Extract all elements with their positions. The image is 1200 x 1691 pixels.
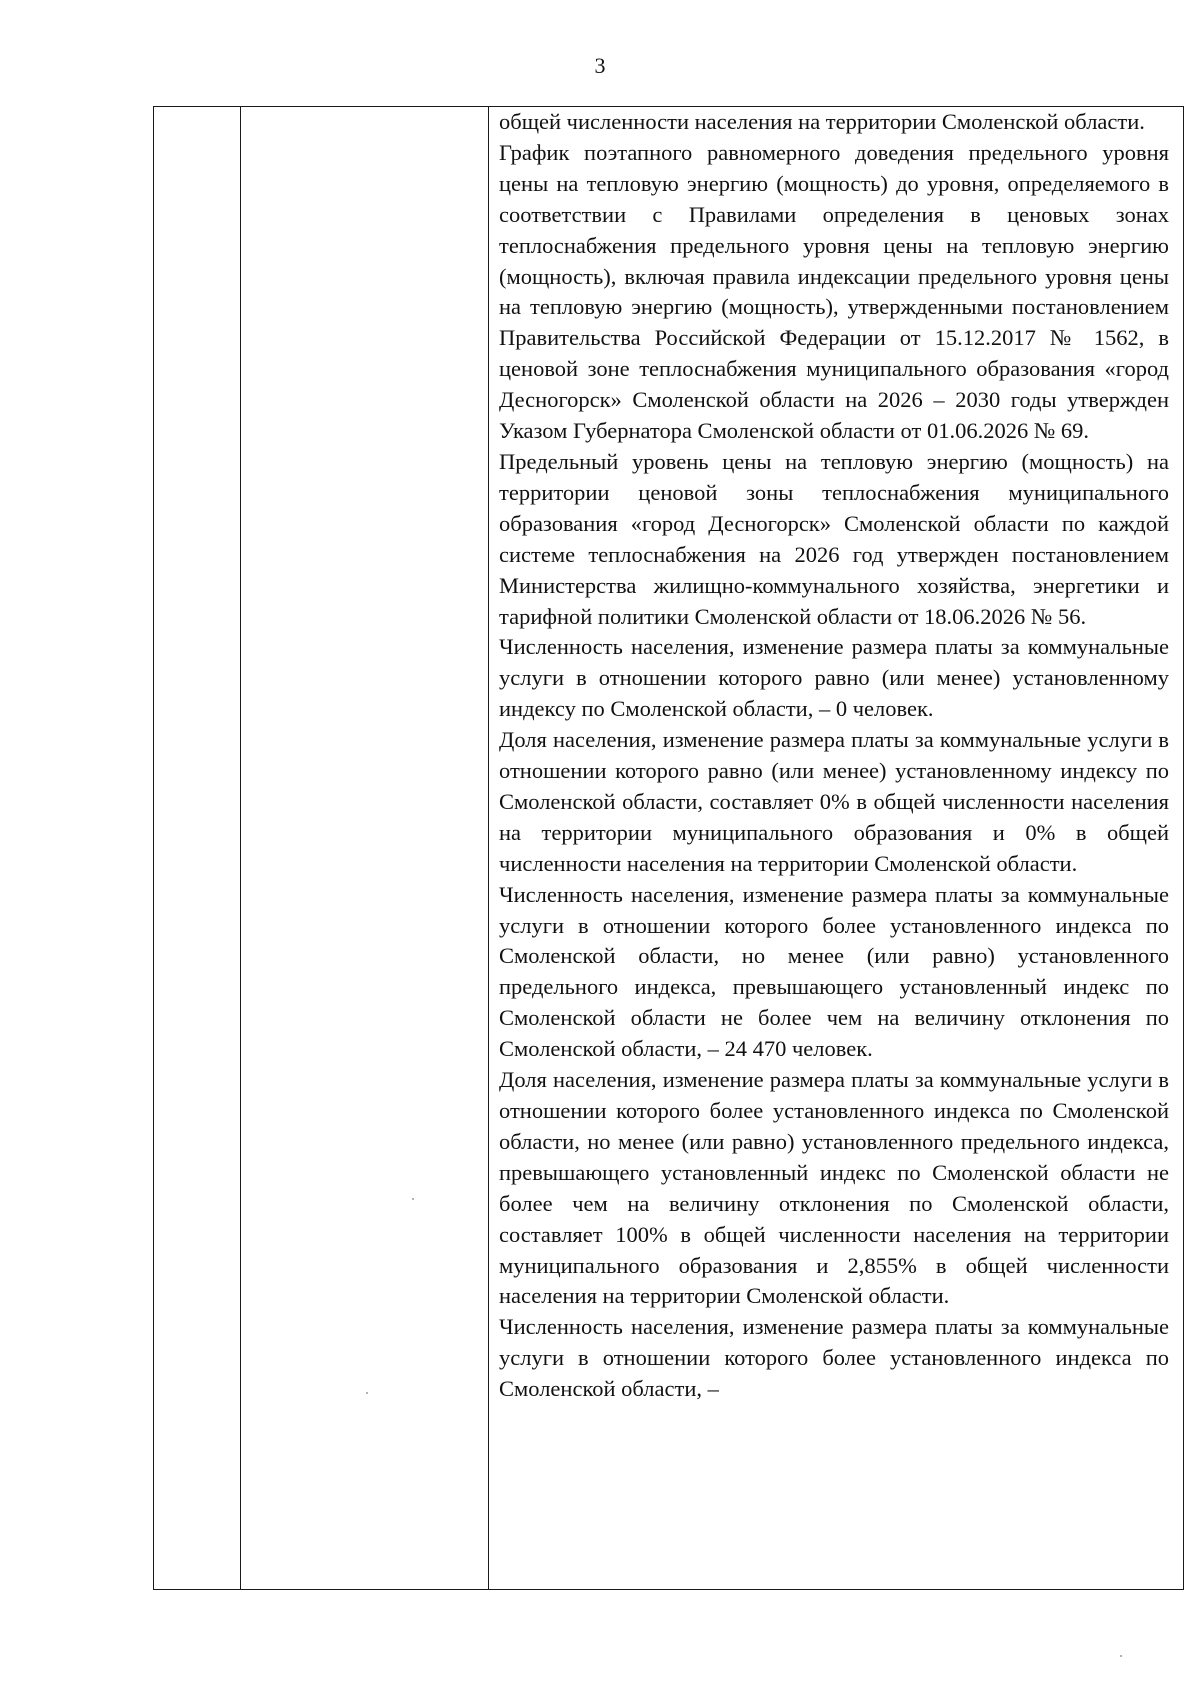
- page-number: 3: [594, 53, 606, 78]
- scan-speck: [412, 1198, 414, 1200]
- table-column-divider: [488, 107, 489, 1589]
- paragraph: График поэтапного равномерного доведения предельного уровня цены на тепловую энергию (мощность) до уровня, определяемого в соответствии с Правилами определения в ценовых зонах теплоснабжения предельного уровня цены на тепловую энергию (мощность), включая правила индексации предельного уровня цены на тепловую энергию (мощность), утвержденными постановлением Правительства Российской Федерации от 15.12.2017 № 1562, в ценовой зоне теплоснабжения муниципального образования «город Десногорск» Смоленской области на 2026 – 2030 годы утвержден Указом Губернатора Смоленской области от 01.06.2026 № 69.: [499, 139, 1169, 444]
- scan-speck: [366, 1392, 368, 1394]
- paragraph: Доля населения, изменение размера платы за коммунальные услуги в отношении которого более установленного индекса по Смоленской области, но менее (или равно) установленного предельного индекса, превышающего установленный индекс по Смоленской области не более чем на величину отклонения по Смоленской области, составляет 100% в общей численности населения на территории муниципального образования и 2,855% в общей численности населения на территории Смоленской области.: [499, 1067, 1169, 1309]
- paragraph: общей численности населения на территории Смоленской области.: [499, 109, 1145, 134]
- table-cell-text: [499, 107, 1169, 1405]
- paragraph: Численность населения, изменение размера платы за коммунальные услуги в отношении которого более установленного индекса по Смоленской области, но менее (или равно) установленного предельного индекса, превышающего установленный индекс по Смоленской области не более чем на величину отклонения по Смоленской области, – 24 470 человек.: [499, 881, 1169, 1062]
- paragraph: Численность населения, изменение размера платы за коммунальные услуги в отношении которого равно (или менее) установленному индексу по Смоленской области, – 0 человек.: [499, 634, 1169, 722]
- scan-speck: [1120, 1655, 1122, 1657]
- document-table: [153, 106, 1184, 1590]
- paragraph: Предельный уровень цены на тепловую энергию (мощность) на территории ценовой зоны теплоснабжения муниципального образования «город Десногорск» Смоленской области по каждой системе теплоснабжения на 2026 год утвержден постановлением Министерства жилищно-коммунального хозяйства, энергетики и тарифной политики Смоленской области от 18.06.2026 № 56.: [499, 448, 1169, 629]
- paragraph: Доля населения, изменение размера платы за коммунальные услуги в отношении которого равно (или менее) установленному индексу по Смоленской области, составляет 0% в общей численности населения на территории муниципального образования и 0% в общей численности населения на территории Смоленской области.: [499, 727, 1169, 876]
- table-column-divider: [240, 107, 241, 1589]
- paragraph: Численность населения, изменение размера платы за коммунальные услуги в отношении которого более установленного индекса по Смоленской области, –: [499, 1314, 1169, 1402]
